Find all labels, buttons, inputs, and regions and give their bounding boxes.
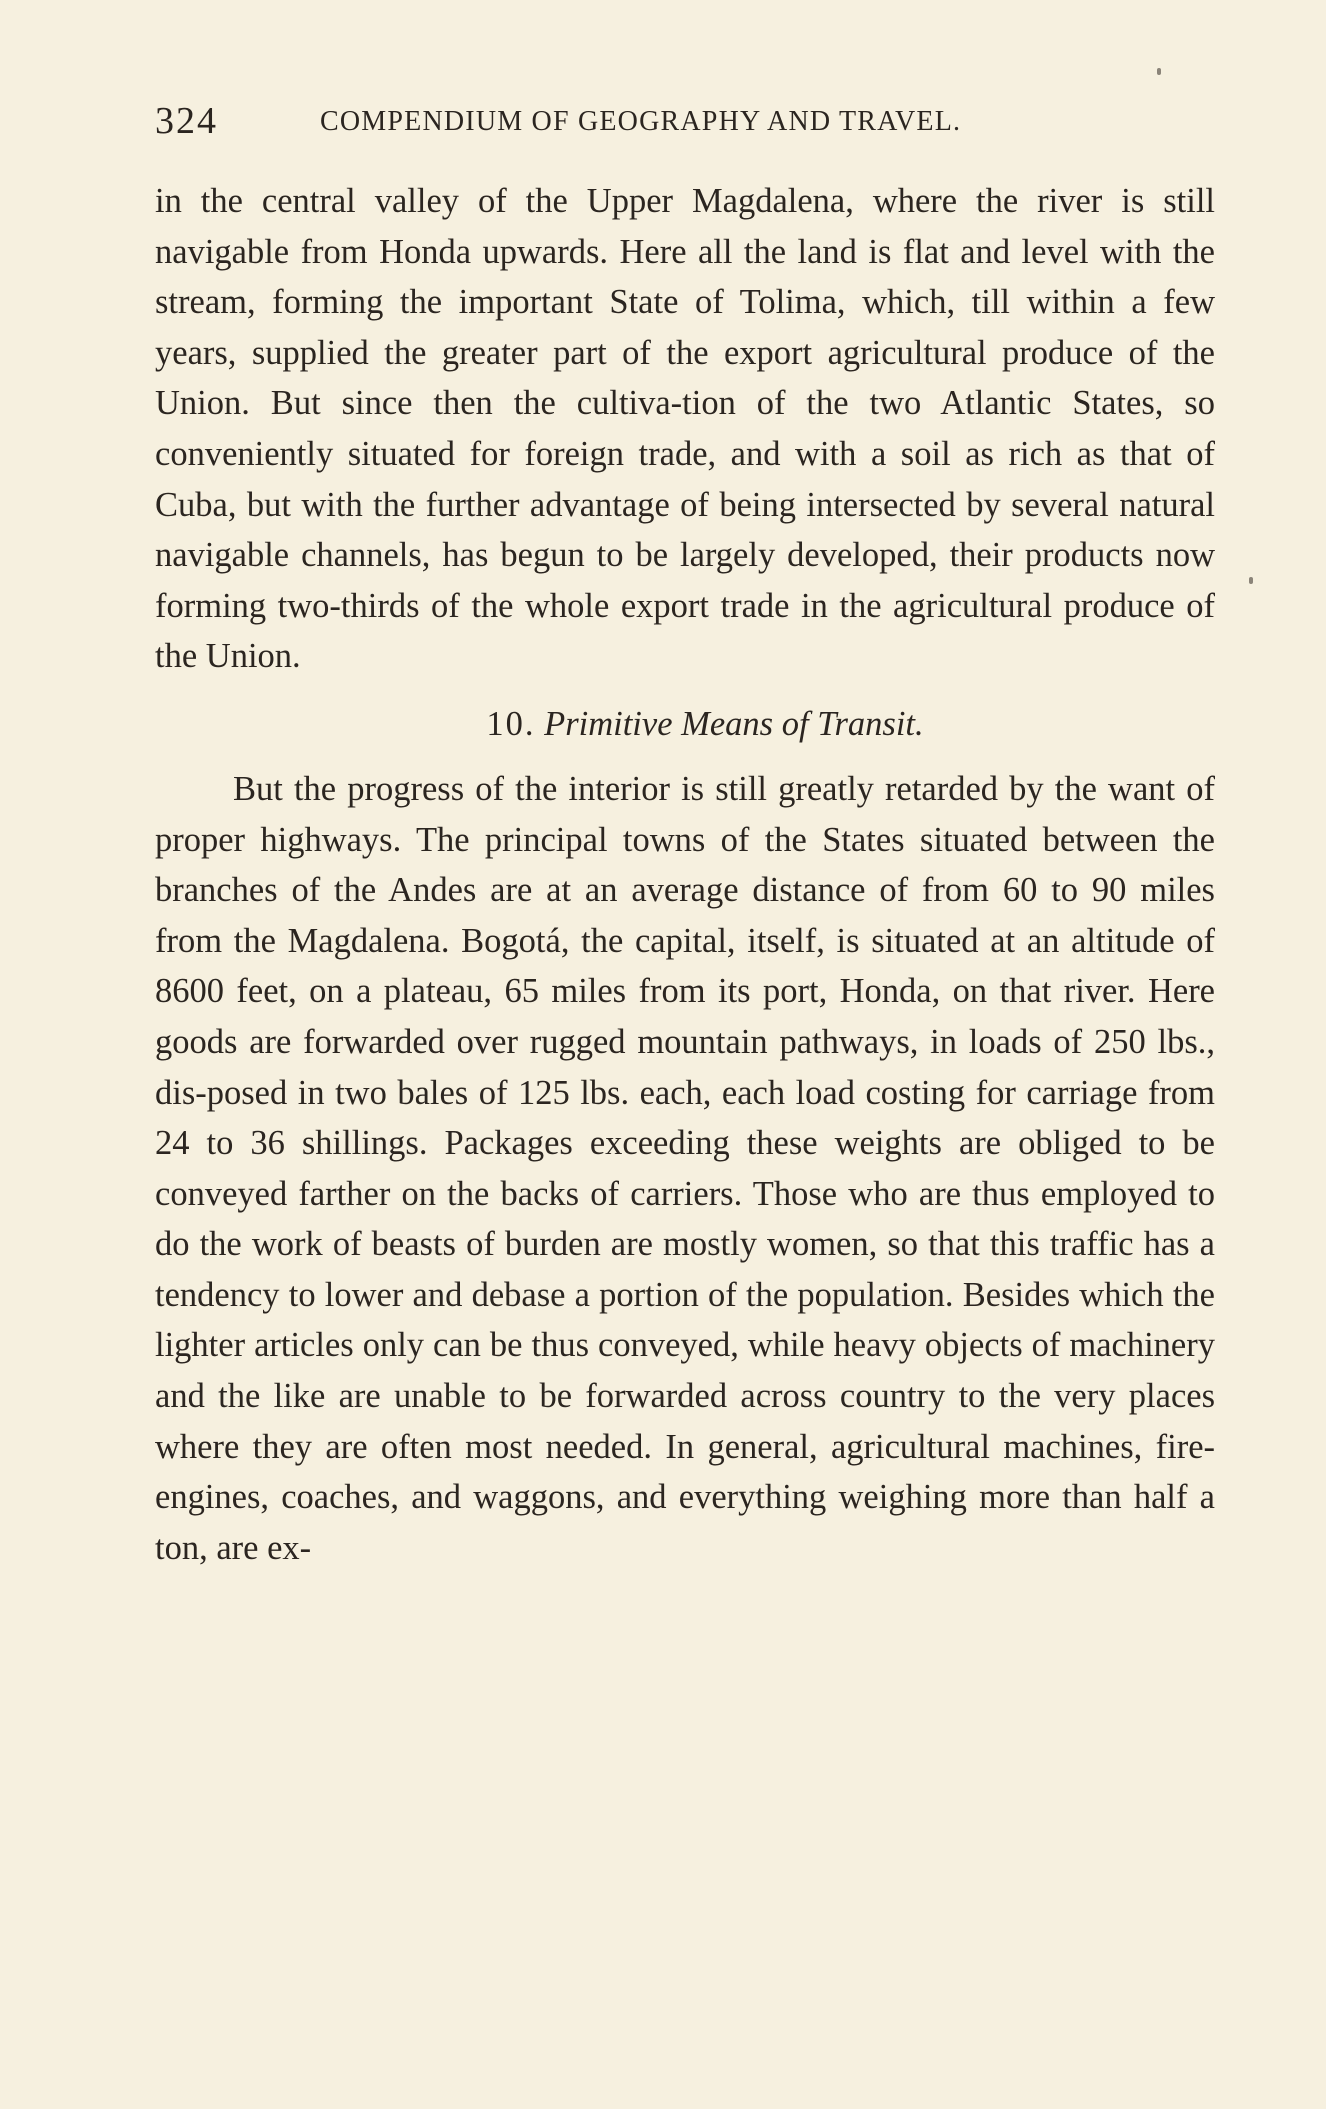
paragraph-continued: in the central valley of the Upper Magdalena, where the river is still navigable from Honda upwards. Here all the land is flat and level with the stream, forming the important State of Tolima, which, till within a few years, supplied the greater part of the export agricultural produce of the Union. But since then the cultiva-tion of the two Atlantic States, so conveniently situated for foreign trade, and with a soil as rich as that of Cuba, but with the further advantage of being intersected by several natural navigable channels, has begun to be largely developed, their products now forming two-thirds of the whole export trade in the agricultural produce of the Union. <box>155 182 1215 676</box>
body-text <box>155 176 1215 1573</box>
section-number: 10. <box>486 704 536 743</box>
running-head <box>155 96 1215 146</box>
page-number: 324 <box>155 100 218 142</box>
section-title: Primitive Means of Transit. <box>544 704 924 743</box>
paper-speck <box>1249 577 1253 584</box>
section-heading <box>155 699 1215 749</box>
paper-speck <box>1157 68 1161 75</box>
paragraph-transit: But the progress of the interior is still greatly retarded by the want of proper highways. The principal towns of the States situated between the branches of the Andes are at an average distance of from 60 to 90 miles from the Magdalena. Bogotá, the capital, itself, is situated at an altitude of 8600 feet, on a plateau, 65 miles from its port, Honda, on that river. Here goods are forwarded over rugged mountain pathways, in loads of 250 lbs., dis-posed in two bales of 125 lbs. each, each load costing for carriage from 24 to 36 shillings. Packages exceeding these weights are obliged to be conveyed farther on the backs of carriers. Those who are thus employed to do the work of beasts of burden are mostly women, so that this traffic has a tendency to lower and debase a portion of the population. Besides which the lighter articles only can be thus conveyed, while heavy objects of machinery and the like are unable to be forwarded across country to the very places where they are often most needed. In general, agricultural machines, fire-engines, coaches, and waggons, and everything weighing more than half a ton, are ex- <box>155 769 1215 1567</box>
running-title: COMPENDIUM OF GEOGRAPHY AND TRAVEL. <box>320 106 962 137</box>
